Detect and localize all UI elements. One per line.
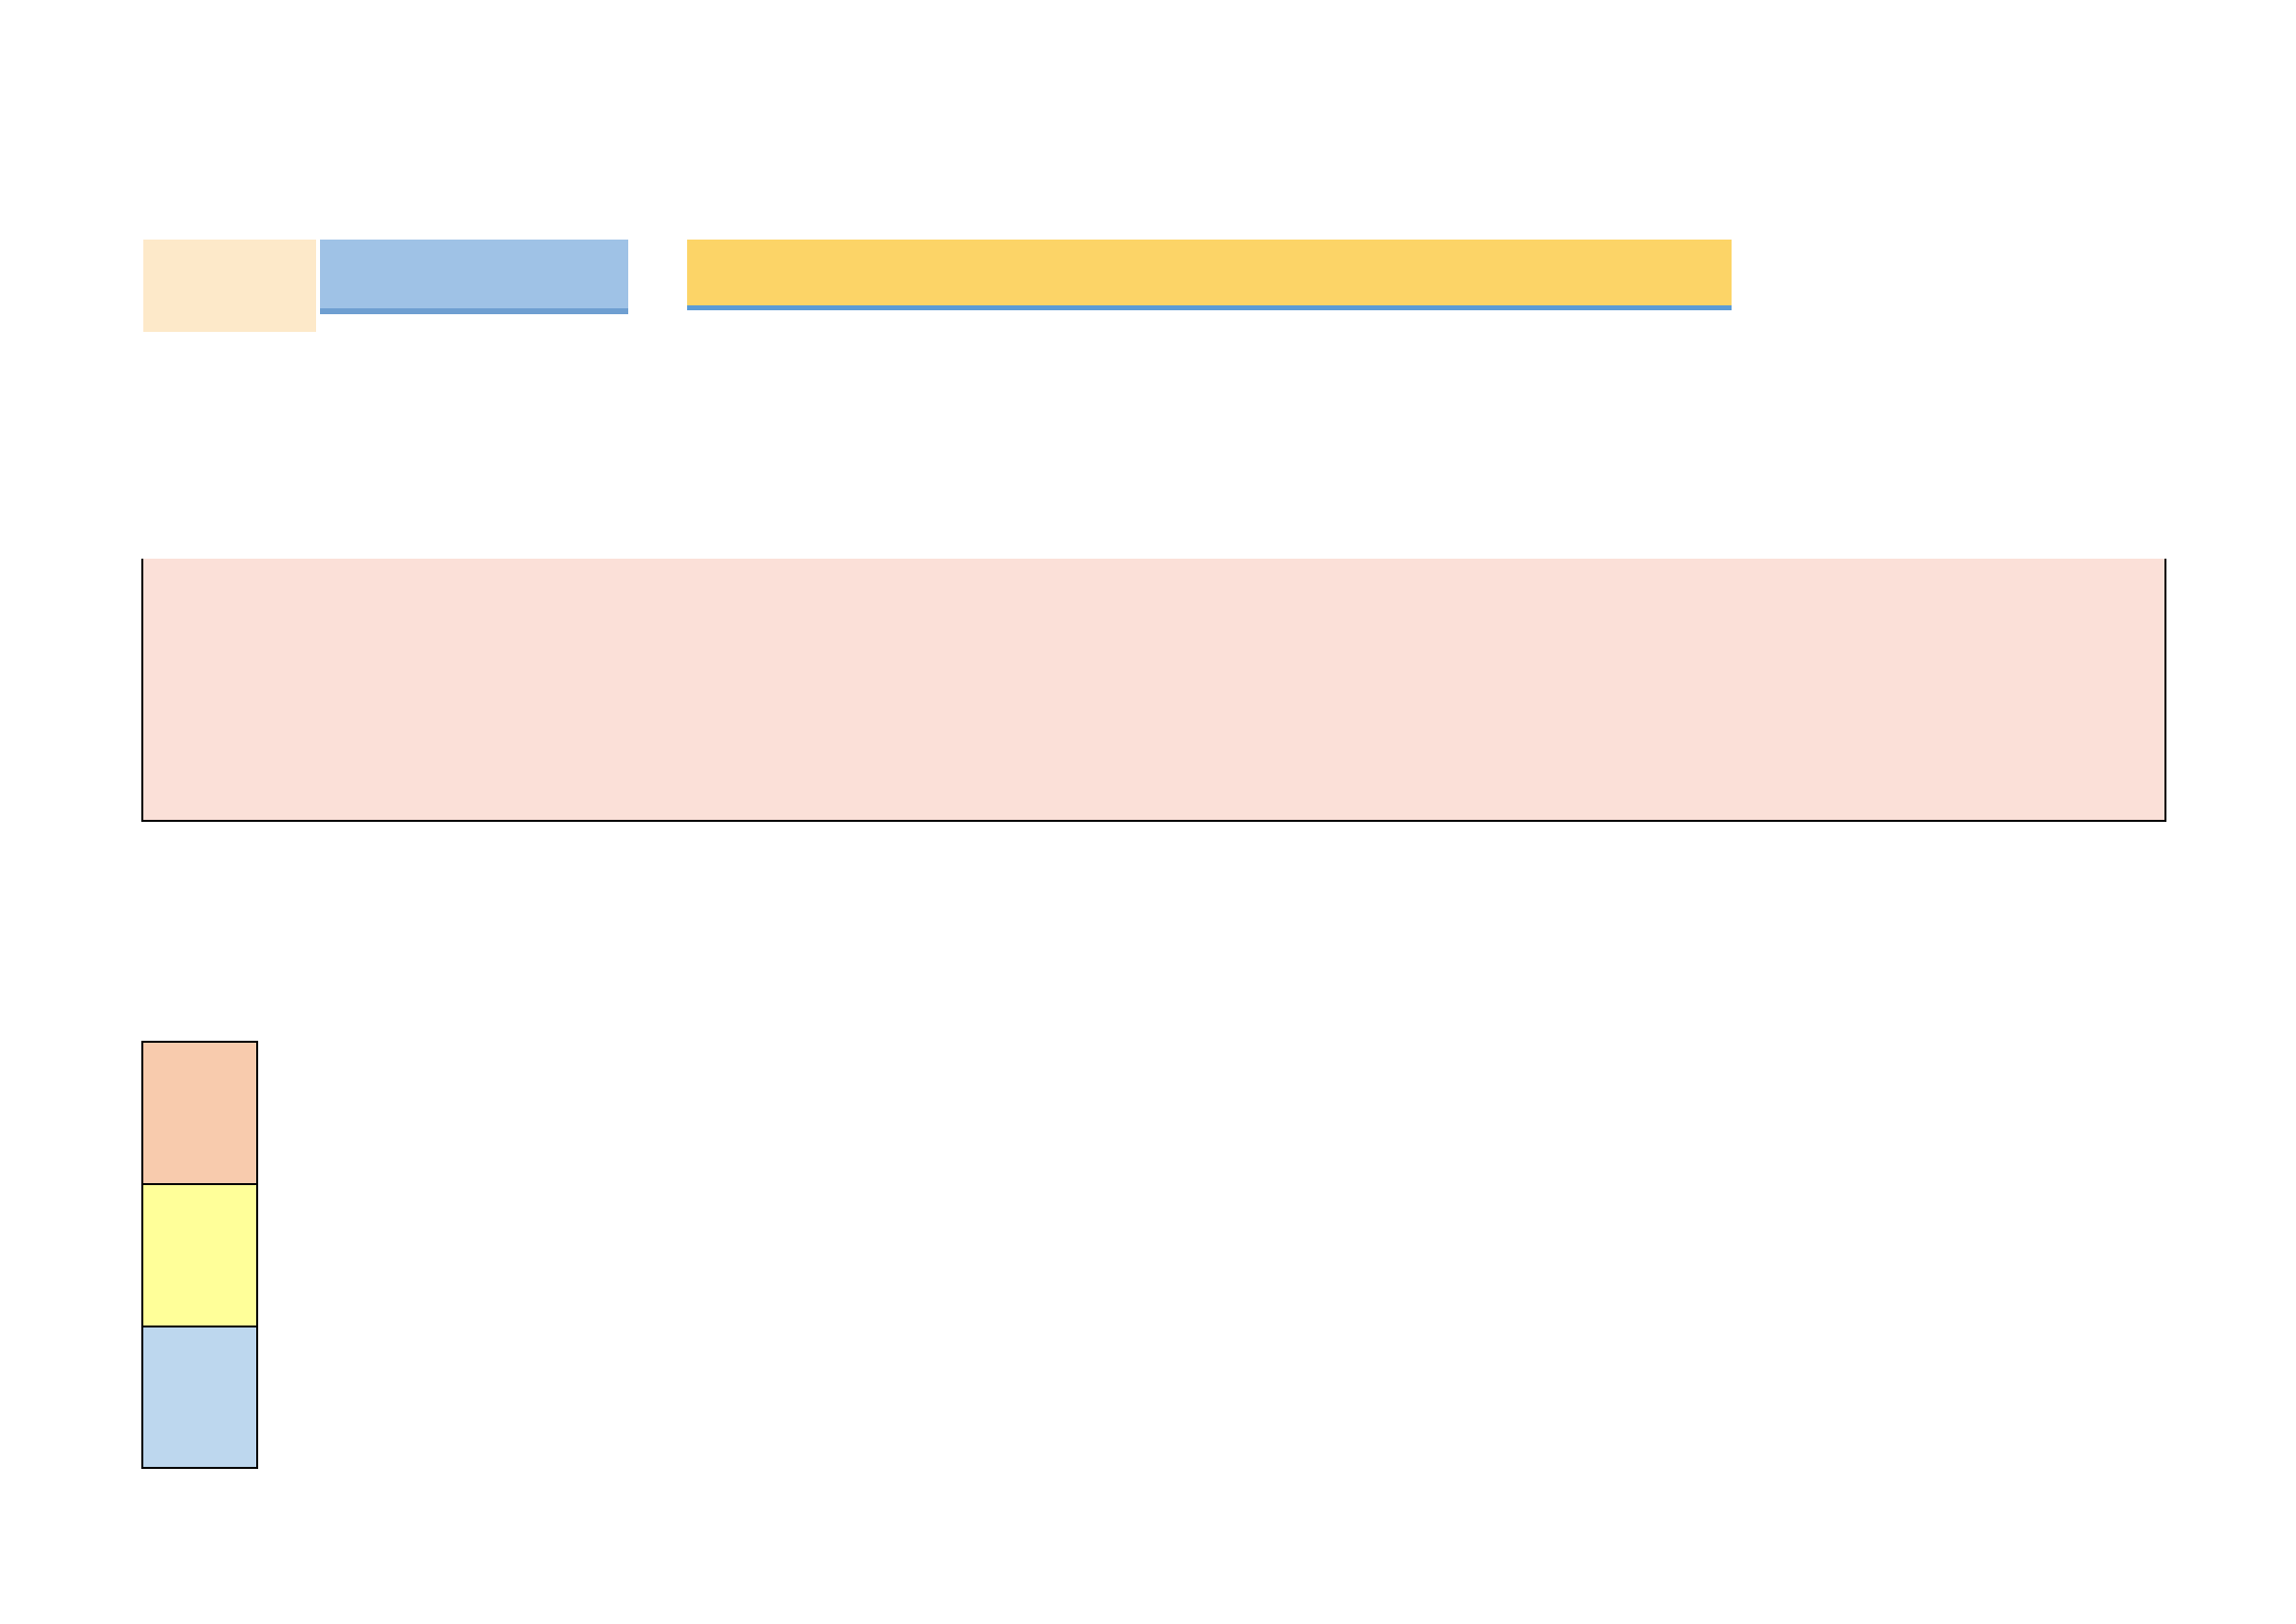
brand-block	[143, 240, 316, 332]
chart-plot-area	[258, 1041, 2166, 1469]
date-range	[687, 310, 1732, 338]
description-panel	[141, 559, 2166, 822]
band-low	[141, 1326, 258, 1469]
mind-rhythm-chart	[141, 1041, 2166, 1469]
band-stable	[141, 1183, 258, 1327]
honmei-star-label	[320, 240, 628, 314]
band-good	[141, 1041, 258, 1185]
page-title	[687, 240, 1732, 310]
